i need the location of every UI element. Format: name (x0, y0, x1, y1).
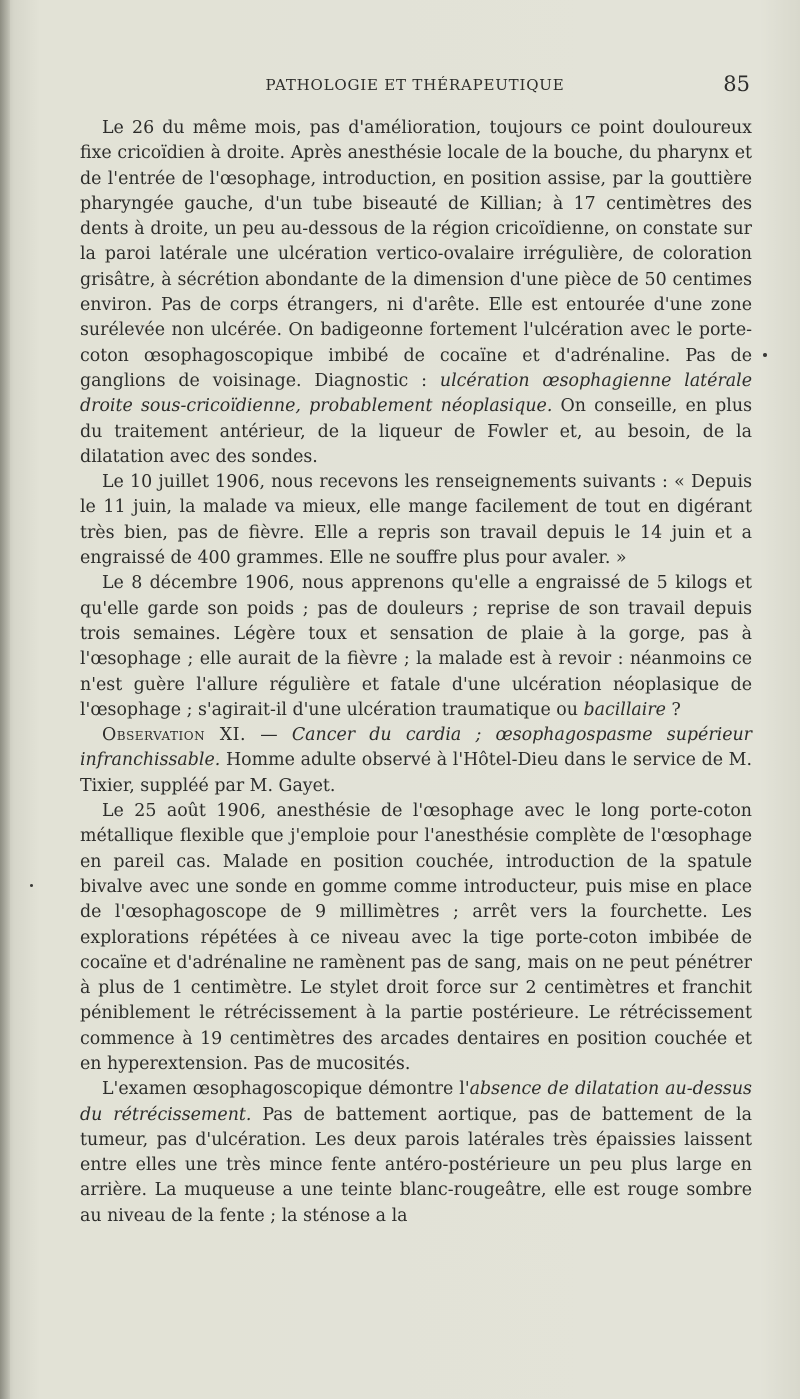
ink-speck (30, 884, 33, 887)
page-number: 85 (723, 72, 750, 96)
paragraph: Le 10 juillet 1906, nous recevons les renseignements suivants : « Depuis le 11 juin, la malade va mieux, elle mange facilement de tout en digérant très bien, pas de fièvre. Elle a repris son travail depuis le 14 juin et a engraissé de 400 grammes. Elle ne souffre plus pour avaler. » (80, 472, 752, 569)
observation-label: Observation XI. (102, 725, 247, 746)
observation-heading (80, 723, 752, 799)
paragraph (80, 571, 752, 723)
text-run: Le 8 décembre 1906, nous apprenons qu'elle a engraissé de 5 kilogs et qu'elle garde son poids ; pas de douleurs ; reprise de son travail depuis trois semaines. Légère toux et sensation de plaie à la gorge, pas à l'œsophage ; elle aurait de la fièvre ; la malade est à revoir : néanmoins ce n'est guère l'allure régulière et fatale d'une ulcération néoplasique de l'œsophage ; s'agirait-il d'une ulcération traumatique ou (80, 573, 752, 720)
dash: — (246, 725, 292, 746)
page-header (80, 72, 750, 102)
text-run: Le 26 du même mois, pas d'amélioration, toujours ce point douloureux fixe cricoïdien à droite. Après anesthésie locale de la bouche, du pharynx et de l'entrée de l'œsophage, introduction, en position assise, par la gouttière pharyngée gauche, d'un tube biseauté de Killian; à 17 centimètres des dents à droite, un peu au-dessous de la région cricoïdienne, on constate sur la paroi latérale une ulcération vertico-ovalaire irrégulière, de coloration grisâtre, à sécrétion abondante de la dimension d'une pièce de 50 centimes environ. Pas de corps étrangers, ni d'arête. Elle est entourée d'une zone surélevée non ulcérée. On badigeonne fortement l'ulcération avec le porte-coton œsophagoscopique imbibé de cocaïne et d'adrénaline. Pas de ganglions de voisinage. Diagnostic : (80, 118, 752, 391)
observation-title: Cancer du cardia ; œsophagospasme supérieur infranchissable. (80, 725, 752, 771)
paragraph (80, 1077, 752, 1229)
text-run: Homme adulte observé à l'Hôtel-Dieu dans le service de M. Tixier, suppléé par M. Gayet. (80, 750, 752, 796)
paragraph (80, 116, 752, 470)
paragraph: Le 25 août 1906, anesthésie de l'œsophage avec le long porte-coton métallique flexible que j'emploie pour l'anesthésie complète de l'œsophage en pareil cas. Malade en position couchée, introduction de la spatule bivalve avec une sonde en gomme comme introducteur, puis mise en place de l'œsophagoscope de 9 millimètres ; arrêt vers la fourchette. Les explorations répétées à ce niveau avec la tige porte-coton imbibée de cocaïne et d'adrénaline ne ramènent pas de sang, mais on ne peut pénétrer à plus de 1 centimètre. Le stylet droit force sur 2 centimètres et franchit péniblement le rétrécissement à la partie postérieure. Le rétrécissement commence à 19 centimètres des arcades dentaires en position couchée et en hyperextension. Pas de mucosités. (80, 801, 752, 1074)
running-head: PATHOLOGIE ET THÉRAPEUTIQUE (265, 76, 565, 94)
body-text (80, 116, 752, 1229)
italic-diagnosis: ulcération œsophagienne latérale droite sous-cricoïdienne, probablement néoplasique. (80, 370, 752, 417)
text-run: ? (665, 699, 681, 720)
italic-phrase: absence de dilatation au-dessus du rétrécissement. (80, 1079, 752, 1125)
text-run: L'examen œsophagoscopique démontre l' (102, 1079, 470, 1100)
text-run: Pas de battement aortique, pas de battement de la tumeur, pas d'ulcération. Les deux parois latérales très épaissies laissent entre elles une très mince fente antéro-postérieure un peu plus large en arrière. La muqueuse a une teinte blanc-rougeâtre, elle est rouge sombre au niveau de la fente ; la sténose a la (80, 1104, 752, 1226)
ink-speck (763, 353, 767, 357)
italic-word: bacillaire (583, 699, 666, 720)
book-spine-shadow (0, 0, 10, 1399)
text-run: On conseille, en plus du traitement antérieur, de la liqueur de Fowler et, au besoin, de la dilatation avec des sondes. (80, 396, 752, 467)
